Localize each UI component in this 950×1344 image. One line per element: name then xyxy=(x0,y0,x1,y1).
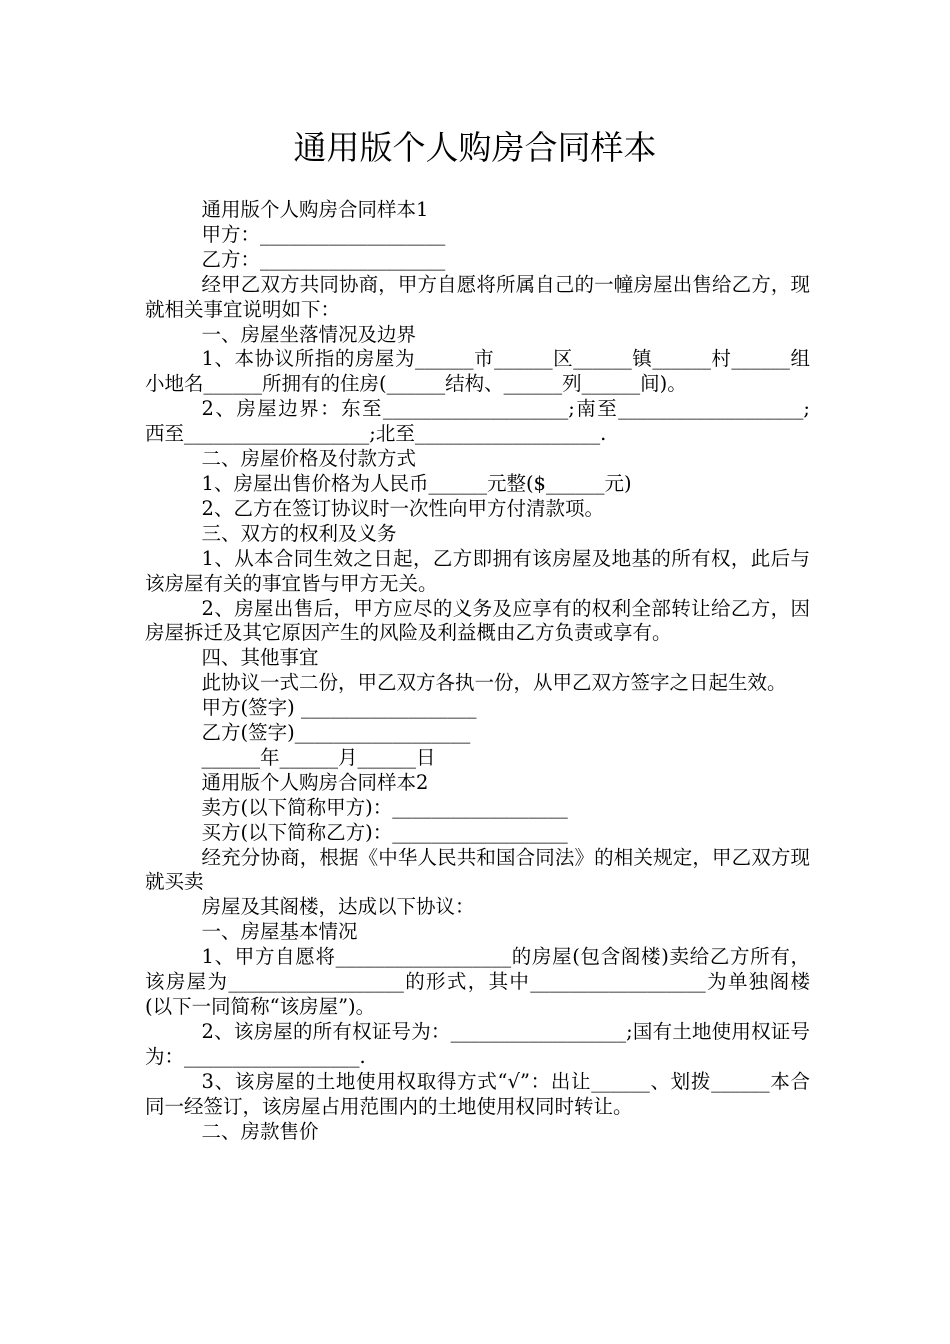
paragraph: 卖方(以下简称甲方)：__________________ xyxy=(201,795,568,819)
paragraph: 买方(以下简称乙方)：__________________ xyxy=(201,820,568,844)
paragraph: 1、本协议所指的房屋为______市______区______镇______村______组小地名______所拥有的住房(______结构、______列______间)。 xyxy=(145,347,810,396)
paragraph: 2、房屋出售后，甲方应尽的义务及应享有的权利全部转让给乙方，因房屋拆迁及其它原因产生的风险及利益概由乙方负责或享有。 xyxy=(145,596,810,645)
paragraph: 二、房款售价 xyxy=(201,1119,319,1143)
paragraph: 经充分协商，根据《中华人民共和国合同法》的相关规定，甲乙双方现就买卖 xyxy=(145,845,810,894)
paragraph: 甲方：___________________ xyxy=(201,222,446,246)
paragraph: 二、房屋价格及付款方式 xyxy=(201,447,417,471)
paragraph: 乙方(签字)__________________ xyxy=(201,721,471,745)
paragraph: 通用版个人购房合同样本2 xyxy=(201,770,429,794)
paragraph: 2、该房屋的所有权证号为：__________________;国有土地使用权证号为：__________________. xyxy=(145,1019,810,1068)
paragraph: 通用版个人购房合同样本1 xyxy=(201,198,429,221)
document-title: 通用版个人购房合同样本 xyxy=(293,128,657,167)
paragraph: 1、从本合同生效之日起，乙方即拥有该房屋及地基的所有权，此后与该房屋有关的事宜皆与甲方无关。 xyxy=(145,546,810,595)
paragraph: 经甲乙双方共同协商，甲方自愿将所属自己的一幢房屋出售给乙方，现就相关事宜说明如下： xyxy=(145,272,810,321)
paragraph: 1、房屋出售价格为人民币______元整($______元) xyxy=(201,471,632,495)
paragraph: 此协议一式二份，甲乙双方各执一份，从甲乙双方签字之日起生效。 xyxy=(201,671,787,695)
paragraph: 四、其他事宜 xyxy=(201,646,319,670)
paragraph: ______年______月______日 xyxy=(201,745,436,769)
paragraph: 乙方：___________________ xyxy=(201,247,446,271)
paragraph: 甲方(签字) __________________ xyxy=(201,696,477,720)
document-body xyxy=(145,198,810,1144)
paragraph: 3、该房屋的土地使用权取得方式“√”：出让______、划拨______本合同一经签订，该房屋占用范围内的土地使用权同时转让。 xyxy=(145,1069,810,1118)
paragraph: 一、房屋坐落情况及边界 xyxy=(201,322,417,346)
paragraph: 2、房屋边界：东至___________________;南至___________________;西至___________________;北至___________________. xyxy=(145,397,810,446)
paragraph: 房屋及其阁楼，达成以下协议： xyxy=(201,895,475,919)
paragraph: 2、乙方在签订协议时一次性向甲方付清款项。 xyxy=(201,496,604,520)
paragraph: 1、甲方自愿将__________________的房屋(包含阁楼)卖给乙方所有，该房屋为__________________的形式，其中__________________为单独阁楼(以下一同简称“该房屋”)。 xyxy=(145,945,810,1018)
paragraph: 三、双方的权利及义务 xyxy=(201,521,397,545)
paragraph: 一、房屋基本情况 xyxy=(201,920,358,944)
